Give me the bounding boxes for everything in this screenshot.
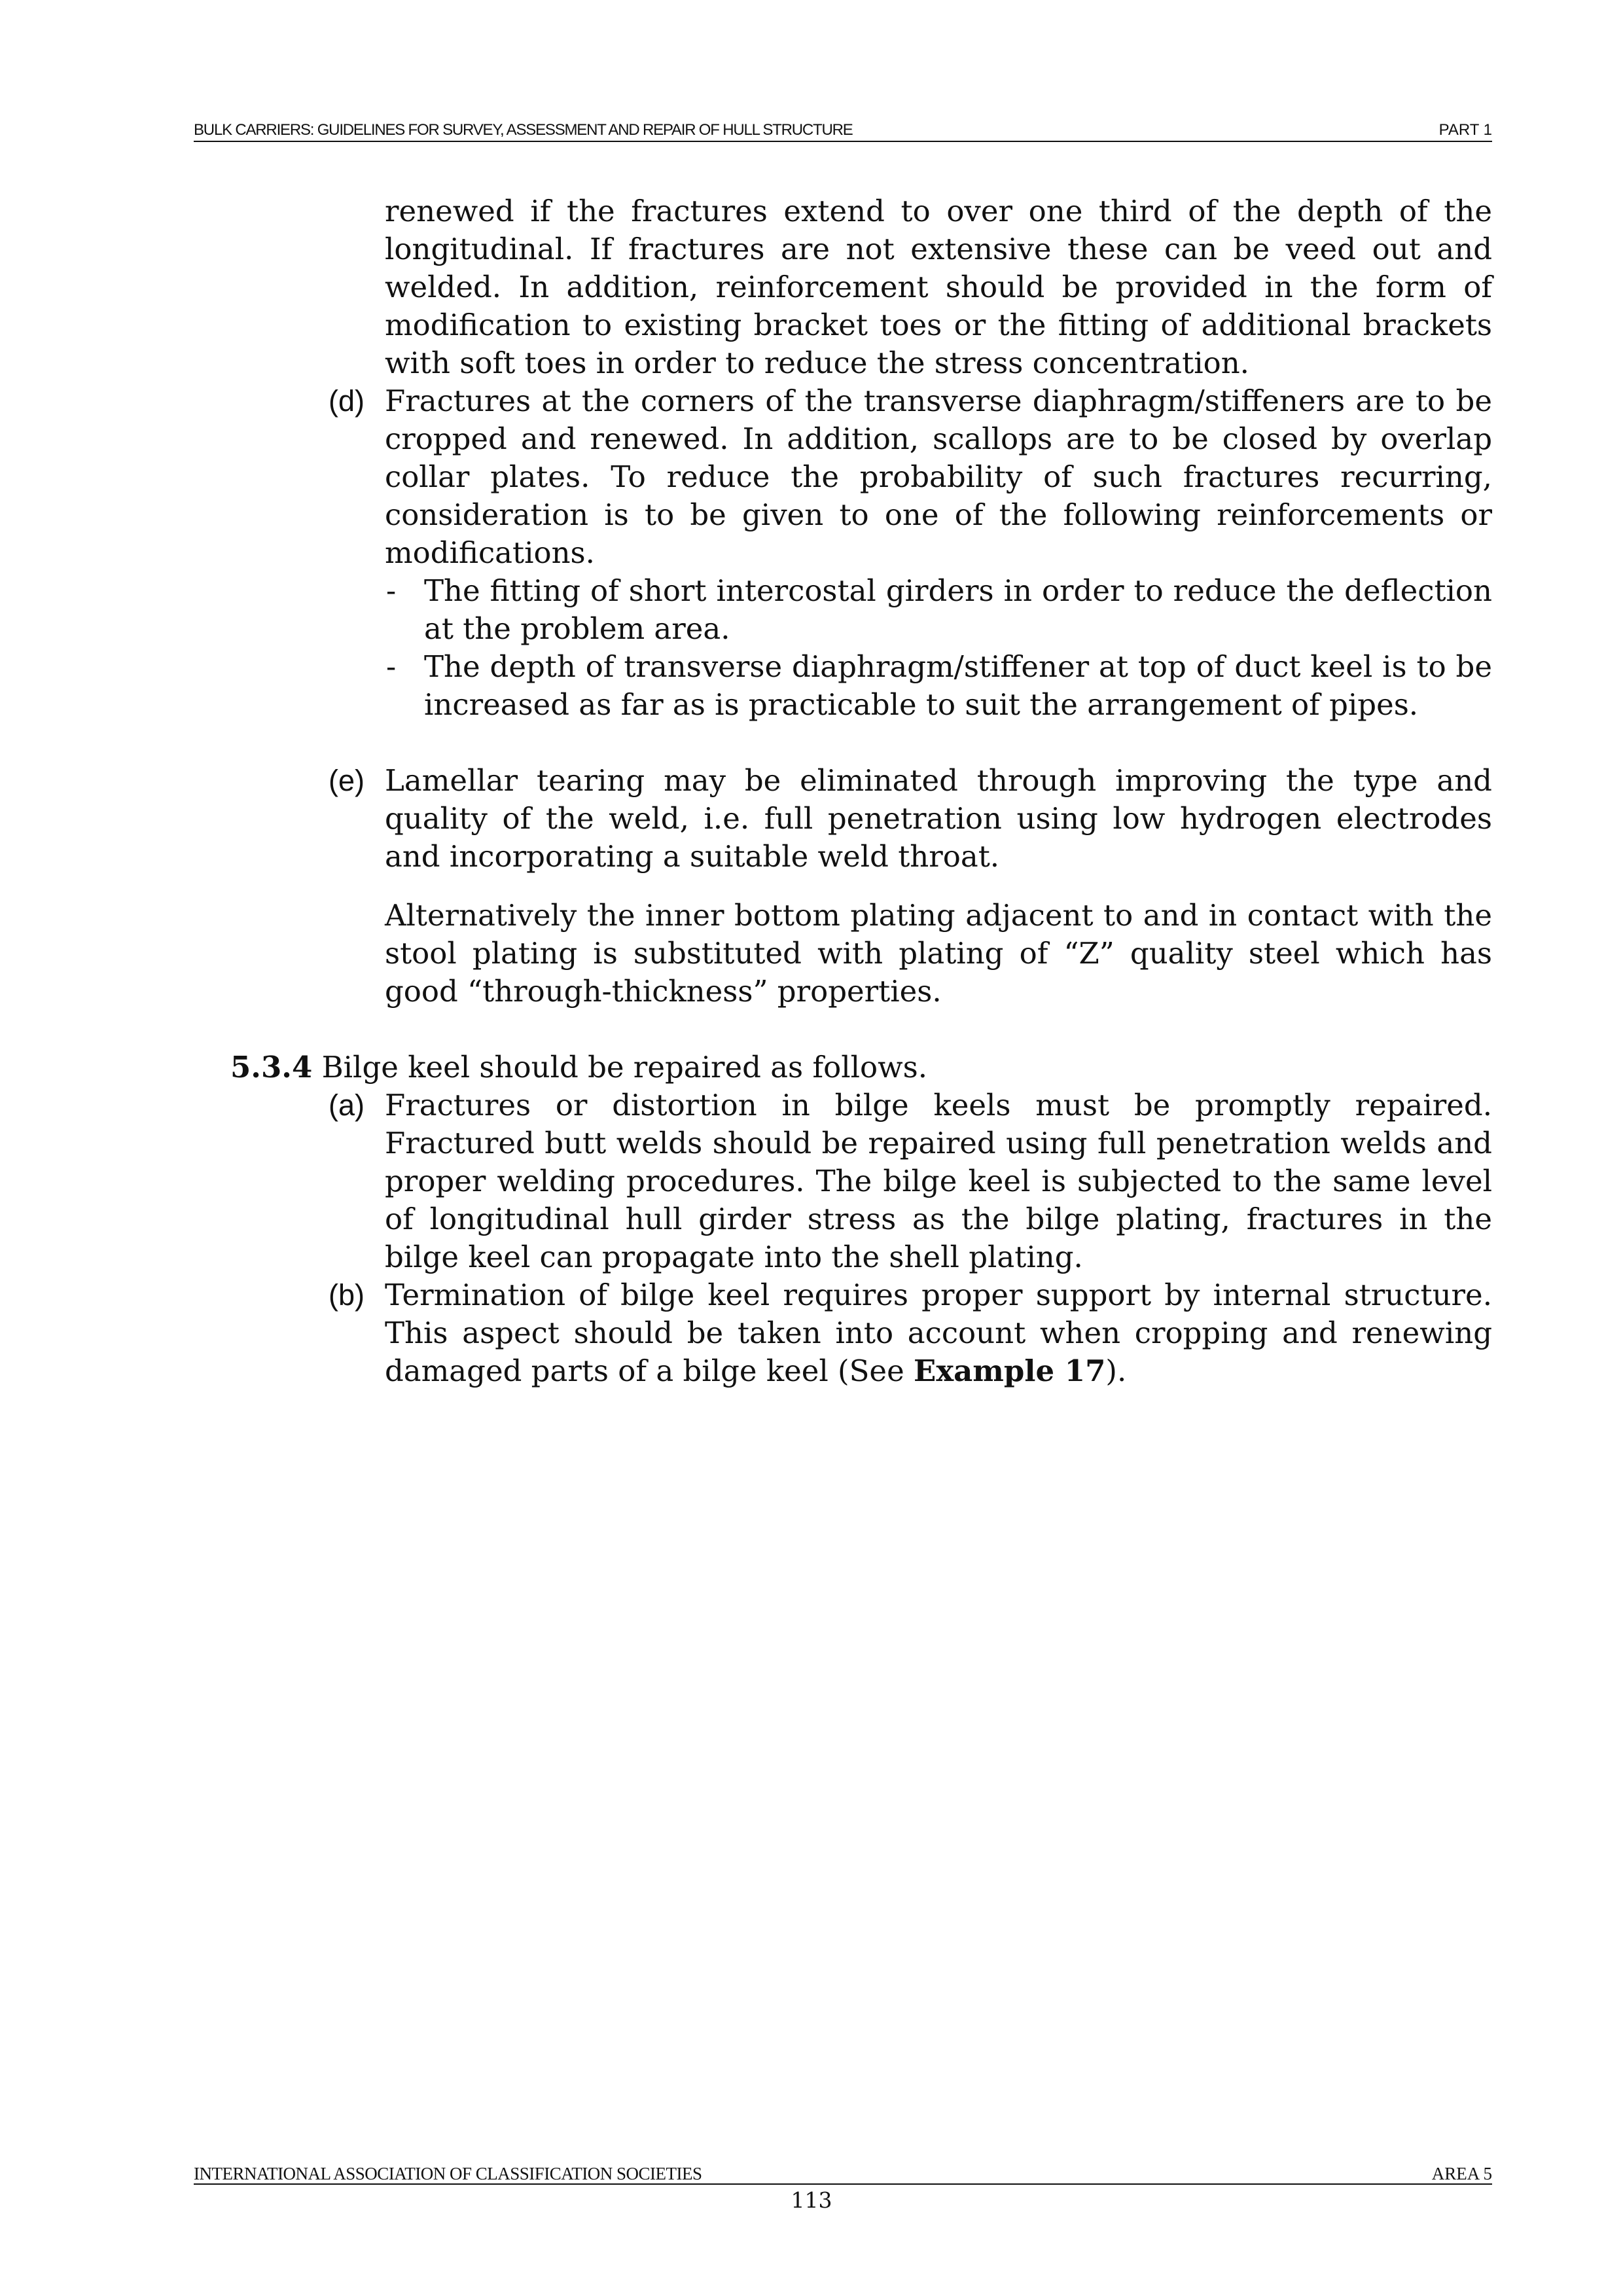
item-b-text [385, 1276, 1492, 1390]
page-number: 113 [791, 2187, 832, 2213]
section-heading [230, 1049, 927, 1086]
item-d-label: (d) [329, 384, 365, 418]
item-e-text: Lamellar tearing may be eliminated through improving the type and quality of the weld, i.e. full penetration using low hydrogen electrodes and incorporating a suitable weld throat. [385, 763, 1492, 874]
example-17-reference: Example 17 [914, 1354, 1106, 1388]
running-footer [194, 2162, 1492, 2185]
footer-organization: INTERNATIONAL ASSOCIATION OF CLASSIFICATION SOCIETIES [194, 2164, 702, 2183]
item-e-alternative-paragraph: Alternatively the inner bottom plating adjacent to and in contact with the stool plating is substituted with plating of “Z” quality steel which has good “through-thickness” properties. [385, 898, 1492, 1009]
item-a-label: (a) [329, 1088, 365, 1122]
item-b-label: (b) [329, 1278, 365, 1312]
running-header [194, 120, 1492, 142]
header-title: BULK CARRIERS: GUIDELINES FOR SURVEY, ASSESSMENT AND REPAIR OF HULL STRUCTURE [194, 121, 853, 139]
item-b-text-before: Termination of bilge keel requires proper support by internal structure. This aspect should be taken into account when cropping and renewing damaged parts of a bilge keel (See [385, 1278, 1492, 1388]
section-title: Bilge keel should be repaired as follows. [321, 1050, 927, 1085]
bullet-2-mark: - [386, 649, 397, 684]
bullet-2-text: The depth of transverse diaphragm/stiffener at top of duct keel is to be increased as far as is practicable to suit the arrangement of pipes. [424, 649, 1492, 722]
continued-paragraph-c: renewed if the fractures extend to over one third of the depth of the longitudinal. If fractures are not extensive these can be veed out and welded. In addition, reinforcement should be provided in the form of modification to existing bracket toes or the fitting of additional brackets with soft toes in order to reduce the stress concentration. [385, 194, 1492, 380]
header-part: PART 1 [1438, 121, 1492, 139]
footer-area: AREA 5 [1431, 2164, 1492, 2183]
bullet-1-text: The fitting of short intercostal girders in order to reduce the deflection at the problem area. [424, 573, 1492, 646]
bullet-1-mark: - [386, 573, 397, 608]
item-e-label: (e) [329, 764, 365, 797]
section-number: 5.3.4 [230, 1050, 313, 1085]
item-b-text-after: ). [1105, 1354, 1127, 1388]
item-d-text: Fractures at the corners of the transverse diaphragm/stiffeners are to be cropped and renewed. In addition, scallops are to be closed by overlap collar plates. To reduce the probability of such fractures recurring, consideration is to be given to one of the following reinforcements or modifications. [385, 384, 1492, 570]
item-a-text: Fractures or distortion in bilge keels must be promptly repaired. Fractured butt welds should be repaired using full penetration welds and proper welding procedures. The bilge keel is subjected to the same level of longitudinal hull girder stress as the bilge plating, fractures in the bilge keel can propagate into the shell plating. [385, 1088, 1492, 1274]
